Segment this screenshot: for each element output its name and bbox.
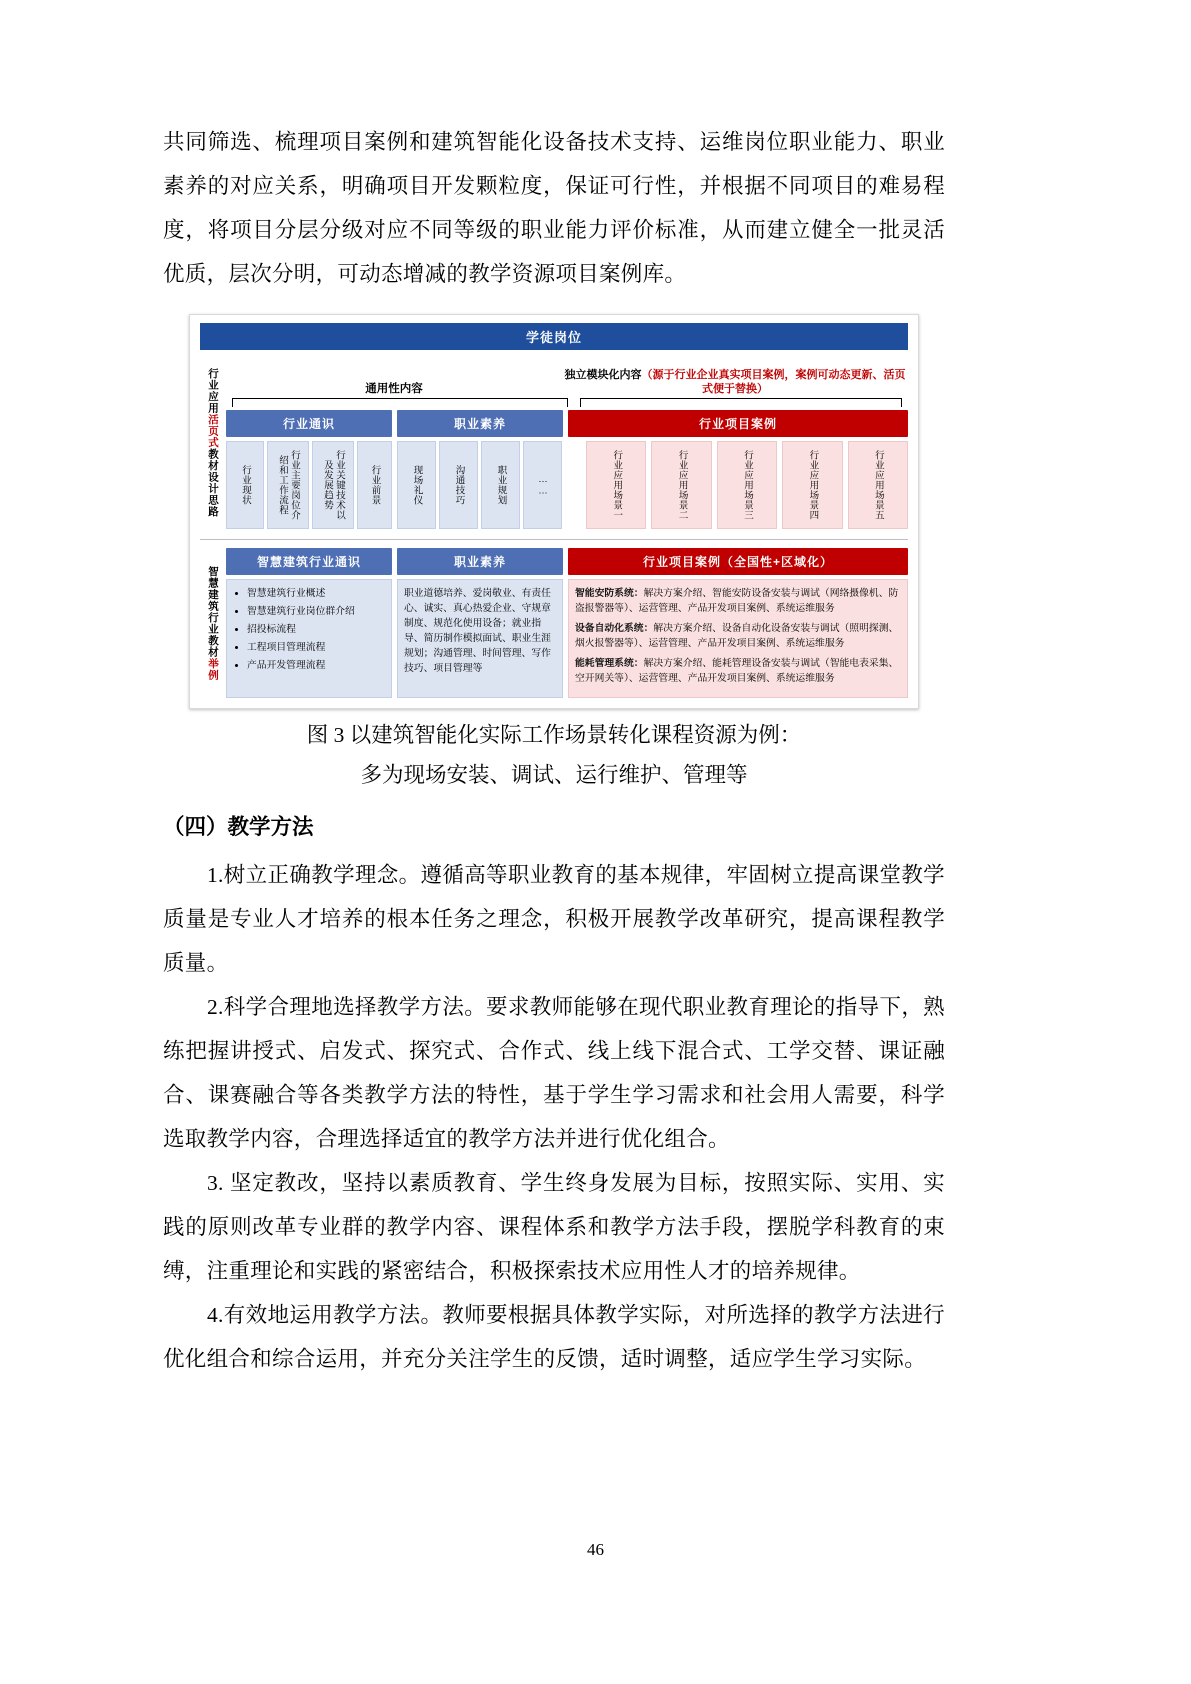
detail-case-item [575, 586, 901, 616]
cell-item: 行业主要岗位介绍和工作流程 [267, 441, 309, 529]
side-label-top-line1: 行业应用 [207, 367, 219, 414]
cell-item: 现场礼仪 [397, 441, 436, 529]
detail-case-title: 能耗管理系统： [575, 658, 644, 669]
figure-divider [200, 539, 908, 540]
cell-item: 行业现状 [226, 441, 264, 529]
paragraph-3: 3. 坚定教改，坚持以素质教育、学生终身发展为目标，按照实际、实用、实践的原则改革专业群的教学内容、课程体系和教学方法手段，摆脱学科教育的束缚，注重理论和实践的紧密结合，积极探索技术应用性人才的培养规律。 [163, 1171, 945, 1283]
cell-item: 行业关键技术以及发展趋势 [312, 441, 354, 529]
detail-list-item: • 招投标流程 [247, 622, 385, 637]
bar-row-bottom [226, 548, 908, 575]
brace-modular [580, 398, 902, 407]
figure-3 [163, 314, 945, 709]
side-label-bottom-line1: 智慧建筑行业教材 [207, 565, 219, 658]
side-label-bottom [200, 548, 226, 698]
detail-case-text: 解决方案介绍、设备自动化设备安装与调试（照明探测、烟火报警器等）、运营管理、产品开发项目案例、系统运维服务 [575, 623, 899, 649]
caption-general: 通用性内容 [365, 383, 423, 395]
figure-top-section [200, 356, 908, 529]
cellgroup-cases [586, 441, 908, 529]
side-label-top [200, 356, 226, 529]
bar-professional-quality-2: 职业素养 [397, 548, 563, 575]
cell-item: 行业应用场景四 [782, 441, 842, 529]
detail-case-item [575, 656, 901, 686]
cell-item: 行业应用场景五 [848, 441, 908, 529]
detail-quality: 职业道德培养、爱岗敬业、有责任心、诚实、真心热爱企业、守规章制度、规范化使用设备；就业指导、简历制作模拟面试、职业生涯规划；沟通管理、时间管理、写作技巧、项目管理等 [397, 579, 563, 698]
brace-general [232, 398, 568, 407]
paragraph-4: 4.有效地运用教学方法。教师要根据具体教学实际，对所选择的教学方法进行优化组合和综合运用，并充分关注学生的反馈，适时调整，适应学生学习实际。 [163, 1303, 945, 1371]
detail-list-item: • 工程项目管理流程 [247, 640, 385, 655]
cellgroup-quality [397, 441, 563, 529]
paragraph-intro: 共同筛选、梳理项目案例和建筑智能化设备技术支持、运维岗位职业能力、职业素养的对应关系，明确项目开发颗粒度，保证可行性，并根据不同项目的难易程度，将项目分层分级对应不同等级的职业能力评价标准，从而建立健全一批灵活优质，层次分明，可动态增减的教学资源项目案例库。 [163, 130, 945, 286]
cell-item: …… [523, 441, 562, 529]
detail-case-title: 智能安防系统： [575, 588, 644, 599]
side-label-bottom-red: 举例 [207, 657, 219, 681]
bar-smart-building-knowledge: 智慧建筑行业通识 [226, 548, 392, 575]
cellgroup-industry [226, 441, 392, 529]
bar-industry-cases-2: 行业项目案例（全国性+区域化） [568, 548, 908, 575]
detail-case-text: 解决方案介绍、智能安防设备安装与调试（网络摄像机、防盗报警器等）、运营管理、产品开发项目案例、系统运维服务 [575, 588, 899, 614]
cell-item: 行业应用场景三 [717, 441, 777, 529]
page-content [163, 120, 945, 1381]
bar-professional-quality: 职业素养 [397, 410, 563, 437]
cell-item: 行业前景 [357, 441, 392, 529]
detail-cases [568, 579, 908, 698]
bar-industry-knowledge: 行业通识 [226, 410, 392, 437]
brace-row [226, 398, 908, 407]
cell-item: 行业应用场景二 [651, 441, 711, 529]
detail-industry [226, 579, 392, 698]
figure-diagram [189, 314, 919, 709]
caption-modular [562, 368, 908, 398]
section-heading-teaching-methods: （四）教学方法 [163, 815, 314, 839]
page-number: 46 [587, 1540, 604, 1559]
cell-item: 沟通技巧 [439, 441, 478, 529]
side-label-top-line2: 教材设计思路 [207, 448, 219, 518]
detail-row [226, 579, 908, 698]
detail-case-item [575, 621, 901, 651]
bar-industry-cases: 行业项目案例 [568, 410, 908, 437]
caption-modular-red: （源于行业企业真实项目案例，案例可动态更新、活页式便于替换） [641, 369, 906, 395]
detail-list-item: • 智慧建筑行业岗位群介绍 [247, 604, 385, 619]
paragraph-1: 1.树立正确教学理念。遵循高等职业教育的基本规律，牢固树立提高课堂教学质量是专业人才培养的根本任务之理念，积极开展教学改革研究，提高课程教学质量。 [163, 863, 945, 975]
figure-caption-line2: 多为现场安装、调试、运行维护、管理等 [360, 763, 748, 787]
side-label-top-red: 活页式 [207, 413, 219, 449]
cells-row-top [226, 441, 908, 529]
figure-title-bar: 学徒岗位 [200, 323, 908, 350]
detail-case-text: 解决方案介绍、能耗管理设备安装与调试（智能电表采集、空开网关等）、运营管理、产品开发项目案例、系统运维服务 [575, 658, 899, 684]
top-captions [226, 356, 908, 398]
detail-case-title: 设备自动化系统： [575, 623, 654, 634]
figure-bottom-section [200, 548, 908, 698]
paragraph-2: 2.科学合理地选择教学方法。要求教师能够在现代职业教育理论的指导下，熟练把握讲授式、启发式、探究式、合作式、线上线下混合式、工学交替、课证融合、课赛融合等各类教学方法的特性，基于学生学习需求和社会用人需要，科学选取教学内容，合理选择适宜的教学方法并进行优化组合。 [163, 995, 945, 1151]
detail-list-item: • 智慧建筑行业概述 [247, 586, 385, 601]
caption-modular-black: 独立模块化内容 [564, 369, 642, 381]
bar-row-top [226, 410, 908, 437]
figure-caption-line1: 图 3 以建筑智能化实际工作场景转化课程资源为例： [306, 723, 802, 747]
detail-list-item: • 产品开发管理流程 [247, 658, 385, 673]
cell-item: 行业应用场景一 [586, 441, 646, 529]
cell-item: 职业规划 [481, 441, 520, 529]
